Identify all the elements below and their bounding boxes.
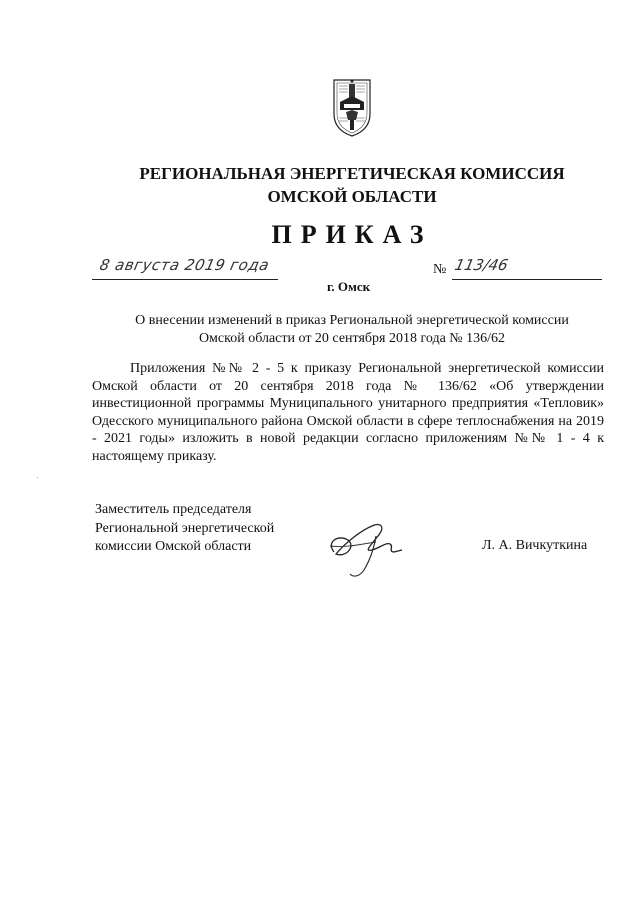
document-subject: О внесении изменений в приказ Региональной энергетической комиссии Омской области от 20 сентября 2018 года № 136/62	[135, 313, 569, 346]
date-handwritten: 8 августа 2019 года	[98, 256, 272, 274]
document-title: ПРИКАЗ	[271, 220, 433, 249]
org-name-line2: ОМСКОЙ ОБЛАСТИ	[267, 187, 437, 206]
position-line1: Заместитель председателя	[95, 502, 252, 517]
signatory-position	[95, 501, 274, 557]
date-underline	[92, 279, 278, 280]
handwritten-signature	[316, 512, 416, 580]
body-paragraph: Приложения №№ 2 - 5 к приказу Региональной энергетической комиссии Омской области от 20 сентября 2018 года № 136/62 «Об утверждении инвестиционной программы Муниципального унитарного предприятия «Тепловик» Одесского муниципального района Омской области в сфере теплоснабжения на 2019 - 2021 годы» изложить в новой редакции согласно приложениям №№ 1 - 4 к настоящему приказу.	[92, 361, 604, 464]
number-handwritten: 113/46	[453, 256, 510, 274]
scan-speck	[37, 477, 38, 478]
org-name-line1: РЕГИОНАЛЬНАЯ ЭНЕРГЕТИЧЕСКАЯ КОМИССИЯ	[139, 164, 565, 183]
number-label: №	[433, 262, 447, 277]
position-line2: Региональной энергетической	[95, 520, 275, 536]
signatory-name: Л. А. Вичкуткина	[482, 538, 588, 553]
document-body	[92, 360, 604, 465]
number-underline	[452, 279, 602, 280]
position-line3: комиссии Омской области	[95, 539, 252, 554]
coat-of-arms-emblem	[328, 76, 376, 138]
city-label: г. Омск	[327, 279, 371, 294]
